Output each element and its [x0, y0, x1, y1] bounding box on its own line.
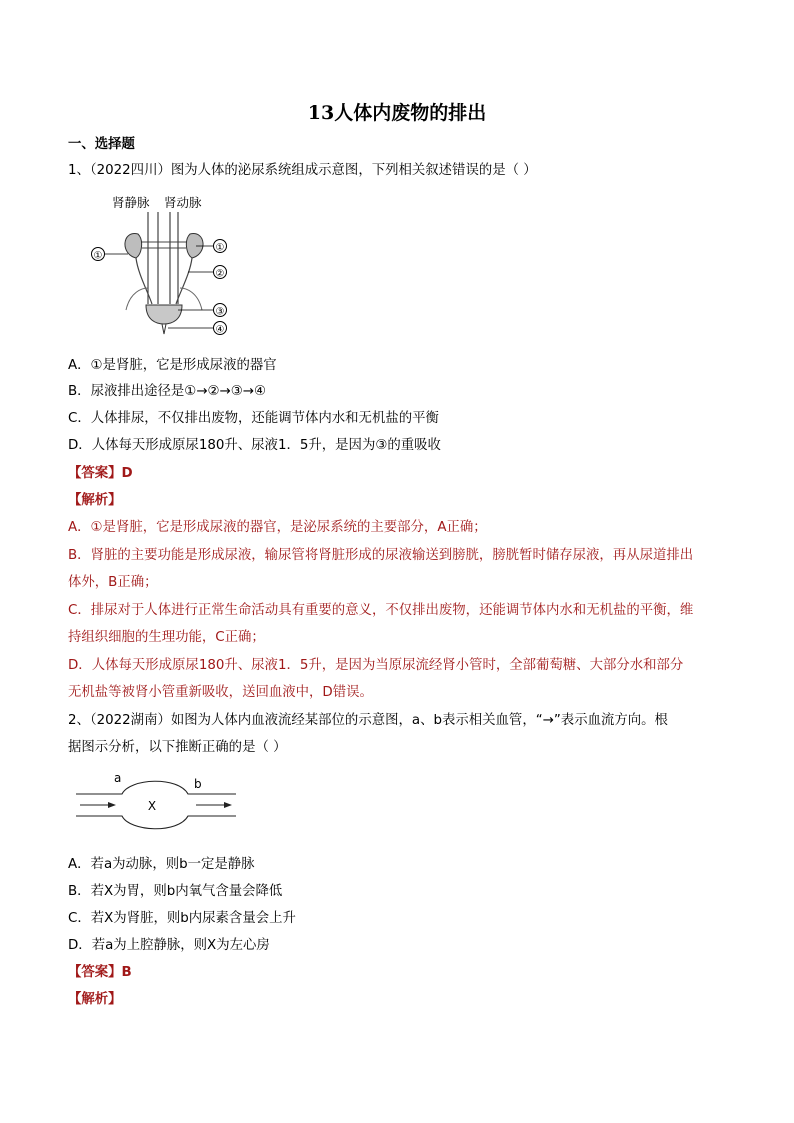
- q2-analysis-label: 【解析】: [68, 992, 122, 1007]
- figure-label-renal-vein: 肾静脉: [112, 195, 150, 210]
- figure-marker-4: ④: [215, 324, 225, 336]
- q1-analysis-label: 【解析】: [68, 493, 122, 508]
- page-title: 13人体内废物的排出: [307, 102, 487, 124]
- q1-analysis-line: D．人体每天形成原尿180升、尿液1．5升，是因为当原尿流经肾小管时，全部葡萄糖、大部分水和部分: [68, 658, 684, 673]
- q1-option-d: D．人体每天形成原尿180升、尿液1．5升，是因为③的重吸收: [68, 438, 441, 453]
- q1-analysis-line: 持组织细胞的生理功能，C正确；: [68, 630, 265, 645]
- q1-option-c: C．人体排尿，不仅排出废物，还能调节体内水和无机盐的平衡: [68, 411, 439, 426]
- q1-analysis-line: 无机盐等被肾小管重新吸收，送回血液中，D错误。: [68, 685, 373, 700]
- q1-analysis-line: C．排尿对于人体进行正常生命活动具有重要的意义，不仅排出废物，还能调节体内水和无机盐的平衡，维: [68, 603, 694, 618]
- q2-option-a: A．若a为动脉，则b一定是静脉: [68, 857, 255, 872]
- q1-stem: 1、（2022四川）图为人体的泌尿系统组成示意图，下列相关叙述错误的是（ ）: [68, 163, 537, 178]
- figure-marker-1-left: ①: [93, 250, 103, 262]
- q1-option-b: B．尿液排出途径是①→②→③→④: [68, 384, 266, 399]
- q2-stem-line: 2、（2022湖南）如图为人体内血液流经某部位的示意图，a、b表示相关血管，“→”表示血流方向。根: [68, 713, 668, 728]
- q1-analysis-line: A．①是肾脏，它是形成尿液的器官，是泌尿系统的主要部分，A正确；: [68, 520, 487, 535]
- q1-option-a: A．①是肾脏，它是形成尿液的器官: [68, 358, 277, 373]
- figure-label-organ-x: X: [147, 799, 157, 813]
- figure-label-renal-artery: 肾动脉: [164, 195, 202, 210]
- blood-flow-figure: [74, 770, 244, 836]
- q2-answer: 【答案】B: [68, 965, 132, 980]
- q2-option-d: D．若a为上腔静脉，则X为左心房: [68, 938, 270, 953]
- q2-stem-line: 据图示分析，以下推断正确的是（ ）: [68, 740, 287, 755]
- figure-marker-2: ②: [215, 268, 225, 280]
- figure-label-vessel-b: b: [194, 777, 202, 791]
- section-heading: 一、选择题: [68, 137, 135, 152]
- q1-analysis-line: 体外，B正确；: [68, 575, 158, 590]
- figure-marker-1-right: ①: [215, 242, 225, 254]
- q1-answer: 【答案】D: [68, 466, 133, 481]
- q1-analysis-line: B．肾脏的主要功能是形成尿液，输尿管将肾脏形成的尿液输送到膀胱，膀胱暂时储存尿液，再从尿道排出: [68, 548, 694, 563]
- urinary-system-figure: [86, 192, 266, 342]
- figure-marker-3: ③: [215, 306, 225, 318]
- figure-label-vessel-a: a: [114, 771, 122, 785]
- q2-option-c: C．若X为肾脏，则b内尿素含量会上升: [68, 911, 296, 926]
- q2-option-b: B．若X为胃，则b内氧气含量会降低: [68, 884, 283, 899]
